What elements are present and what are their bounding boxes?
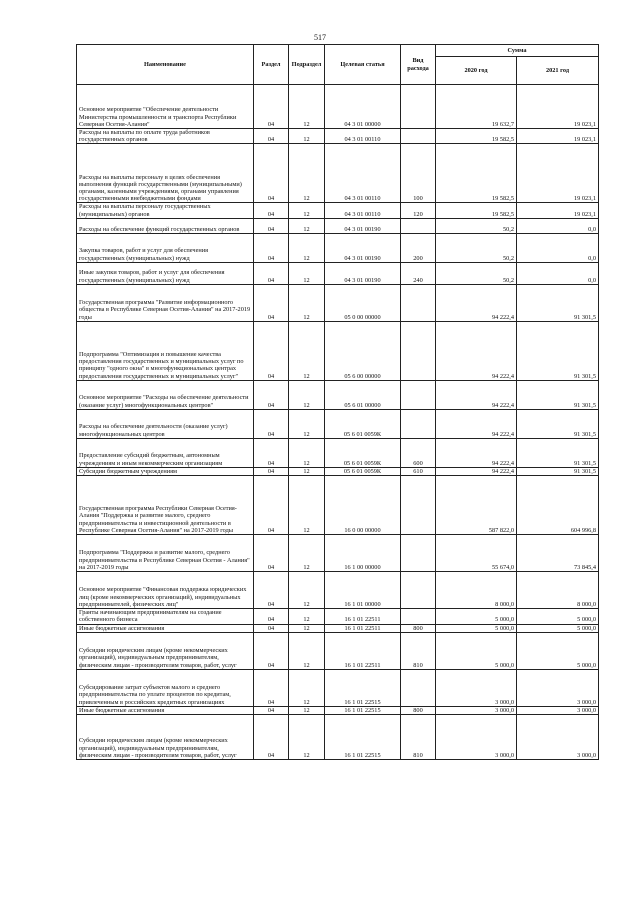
row-subsection: 12 xyxy=(289,85,325,129)
row-expense-type xyxy=(401,409,436,438)
row-subsection: 12 xyxy=(289,669,325,706)
row-sum-2021: 0,0 xyxy=(517,262,599,284)
row-sum-2020: 587 822,0 xyxy=(436,476,517,535)
row-section: 04 xyxy=(254,476,289,535)
row-section: 04 xyxy=(254,632,289,669)
table-row xyxy=(77,85,599,129)
row-section: 04 xyxy=(254,572,289,609)
table-body xyxy=(77,85,599,760)
row-sum-2020: 5 000,0 xyxy=(436,609,517,624)
table-header xyxy=(77,45,599,85)
table-row xyxy=(77,203,599,218)
row-name: Расходы на обеспечение функций государственных органов xyxy=(77,218,254,233)
row-target-article: 16 1 01 00000 xyxy=(325,572,401,609)
row-name: Гранты начинающим предпринимателям на создание собственного бизнеса xyxy=(77,609,254,624)
row-sum-2020: 94 222,4 xyxy=(436,438,517,467)
row-target-article: 04 3 01 00110 xyxy=(325,203,401,218)
row-section: 04 xyxy=(254,706,289,714)
row-name: Расходы на выплаты по оплате труда работников государственных органов xyxy=(77,129,254,144)
row-target-article: 04 3 01 00110 xyxy=(325,144,401,203)
row-target-article: 05 6 01 0059К xyxy=(325,438,401,467)
row-sum-2021: 91 301,5 xyxy=(517,467,599,475)
row-sum-2021: 0,0 xyxy=(517,233,599,262)
row-section: 04 xyxy=(254,380,289,409)
row-sum-2020: 3 000,0 xyxy=(436,715,517,760)
table-row xyxy=(77,609,599,624)
row-name: Основное мероприятие "Обеспечение деятельности Министерства промышленности и транспорта Республики Северная Осетия-Алания" xyxy=(77,85,254,129)
row-target-article: 04 3 01 00190 xyxy=(325,233,401,262)
row-section: 04 xyxy=(254,609,289,624)
row-subsection: 12 xyxy=(289,706,325,714)
row-name: Иные бюджетные ассигнования xyxy=(77,624,254,632)
row-sum-2021: 5 000,0 xyxy=(517,632,599,669)
row-name: Государственная программа "Развитие информационного общества в Республике Северная Осетия-Алания" на 2017-2019 годы xyxy=(77,284,254,321)
row-target-article: 05 0 00 00000 xyxy=(325,284,401,321)
row-sum-2020: 50,2 xyxy=(436,233,517,262)
row-sum-2020: 94 222,4 xyxy=(436,321,517,380)
header-expense-type: Вид расхода xyxy=(401,45,436,85)
row-sum-2021: 19 023,1 xyxy=(517,203,599,218)
row-name: Государственная программа Республики Северная Осетия-Алания "Поддержка и развитие малого, среднего предпринимательства и инвестиционной деятельности в Республике Северная Осетия-Алания" на 2017-2019 годы xyxy=(77,476,254,535)
row-sum-2021: 91 301,5 xyxy=(517,409,599,438)
budget-table xyxy=(76,44,599,760)
row-sum-2021: 604 996,8 xyxy=(517,476,599,535)
row-expense-type xyxy=(401,572,436,609)
row-target-article: 16 1 01 22511 xyxy=(325,624,401,632)
row-sum-2021: 19 023,1 xyxy=(517,85,599,129)
row-expense-type xyxy=(401,321,436,380)
row-name: Подпрограмма "Поддержка и развитие малого, среднего предпринимательства в Республике Северная Осетия - Алания" на 2017-2019 годы xyxy=(77,535,254,572)
row-sum-2021: 91 301,5 xyxy=(517,284,599,321)
row-sum-2020: 94 222,4 xyxy=(436,409,517,438)
row-sum-2021: 73 845,4 xyxy=(517,535,599,572)
table-row xyxy=(77,409,599,438)
row-expense-type xyxy=(401,129,436,144)
row-name: Основное мероприятие "Финансовая поддержка юридических лиц (кроме некоммерческих организаций), индивидуальных предпринимателей, физических лиц" xyxy=(77,572,254,609)
header-subsection: Подраздел xyxy=(289,45,325,85)
row-name: Расходы на обеспечение деятельности (оказание услуг) многофункциональных центров xyxy=(77,409,254,438)
row-target-article: 05 6 01 0059К xyxy=(325,467,401,475)
table-row xyxy=(77,715,599,760)
row-section: 04 xyxy=(254,233,289,262)
row-subsection: 12 xyxy=(289,144,325,203)
row-sum-2021: 91 301,5 xyxy=(517,321,599,380)
row-sum-2020: 94 222,4 xyxy=(436,284,517,321)
row-sum-2020: 8 000,0 xyxy=(436,572,517,609)
row-subsection: 12 xyxy=(289,624,325,632)
table-row xyxy=(77,669,599,706)
table-row xyxy=(77,624,599,632)
table-row xyxy=(77,218,599,233)
table-row xyxy=(77,284,599,321)
row-sum-2021: 5 000,0 xyxy=(517,609,599,624)
row-sum-2021: 91 301,5 xyxy=(517,438,599,467)
row-subsection: 12 xyxy=(289,467,325,475)
row-sum-2021: 5 000,0 xyxy=(517,624,599,632)
row-section: 04 xyxy=(254,144,289,203)
row-subsection: 12 xyxy=(289,438,325,467)
row-subsection: 12 xyxy=(289,218,325,233)
row-sum-2020: 3 000,0 xyxy=(436,706,517,714)
row-sum-2020: 94 222,4 xyxy=(436,380,517,409)
row-section: 04 xyxy=(254,284,289,321)
row-name: Закупка товаров, работ и услуг для обеспечения государственных (муниципальных) нужд xyxy=(77,233,254,262)
row-sum-2021: 8 000,0 xyxy=(517,572,599,609)
row-sum-2020: 5 000,0 xyxy=(436,624,517,632)
row-section: 04 xyxy=(254,715,289,760)
row-expense-type: 240 xyxy=(401,262,436,284)
row-target-article: 16 1 01 22511 xyxy=(325,632,401,669)
row-name: Иные закупки товаров, работ и услуг для обеспечения государственных (муниципальных) нужд xyxy=(77,262,254,284)
row-sum-2021: 3 000,0 xyxy=(517,706,599,714)
row-subsection: 12 xyxy=(289,632,325,669)
row-sum-2021: 19 023,1 xyxy=(517,144,599,203)
row-target-article: 05 6 01 0059К xyxy=(325,409,401,438)
row-name: Подпрограмма "Оптимизация и повышение качества предоставления государственных и муниципальных услуг по принципу "одного окна" в многофункциональных центрах предоставления государственных и муниципальных услуг" xyxy=(77,321,254,380)
table-row xyxy=(77,233,599,262)
row-sum-2020: 19 582,5 xyxy=(436,144,517,203)
table-row xyxy=(77,321,599,380)
row-sum-2021: 91 301,5 xyxy=(517,380,599,409)
row-target-article: 05 6 01 00000 xyxy=(325,380,401,409)
page-number: 517 xyxy=(314,33,326,42)
row-expense-type xyxy=(401,284,436,321)
row-target-article: 16 1 00 00000 xyxy=(325,535,401,572)
table-row xyxy=(77,706,599,714)
row-expense-type: 810 xyxy=(401,715,436,760)
row-name: Расходы на выплаты персоналу в целях обеспечения выполнения функций государственными (муниципальными) органами, казенными учреждениями, органами управления государственными внебюджетными фондами xyxy=(77,144,254,203)
row-subsection: 12 xyxy=(289,572,325,609)
row-sum-2021: 19 023,1 xyxy=(517,129,599,144)
row-target-article: 16 1 01 22515 xyxy=(325,669,401,706)
row-expense-type: 610 xyxy=(401,467,436,475)
row-expense-type: 200 xyxy=(401,233,436,262)
table-row xyxy=(77,129,599,144)
row-sum-2021: 0,0 xyxy=(517,218,599,233)
row-subsection: 12 xyxy=(289,129,325,144)
row-name: Основное мероприятие "Расходы на обеспечение деятельности (оказание услуг) многофункциональных центров" xyxy=(77,380,254,409)
header-sum: Сумма xyxy=(436,45,599,57)
header-name: Наименование xyxy=(77,45,254,85)
row-subsection: 12 xyxy=(289,535,325,572)
row-expense-type: 800 xyxy=(401,706,436,714)
row-expense-type xyxy=(401,669,436,706)
row-target-article: 04 3 01 00190 xyxy=(325,218,401,233)
row-name: Расходы на выплаты персоналу государственных (муниципальных) органов xyxy=(77,203,254,218)
row-sum-2020: 5 000,0 xyxy=(436,632,517,669)
row-subsection: 12 xyxy=(289,380,325,409)
row-subsection: 12 xyxy=(289,609,325,624)
row-sum-2021: 3 000,0 xyxy=(517,715,599,760)
row-section: 04 xyxy=(254,262,289,284)
row-section: 04 xyxy=(254,438,289,467)
row-expense-type: 800 xyxy=(401,624,436,632)
table-row xyxy=(77,262,599,284)
row-target-article: 05 6 00 00000 xyxy=(325,321,401,380)
table-row xyxy=(77,572,599,609)
row-subsection: 12 xyxy=(289,262,325,284)
row-sum-2021: 3 000,0 xyxy=(517,669,599,706)
row-expense-type: 600 xyxy=(401,438,436,467)
row-sum-2020: 94 222,4 xyxy=(436,467,517,475)
row-expense-type xyxy=(401,535,436,572)
row-sum-2020: 19 632,7 xyxy=(436,85,517,129)
row-sum-2020: 3 000,0 xyxy=(436,669,517,706)
row-subsection: 12 xyxy=(289,203,325,218)
row-sum-2020: 50,2 xyxy=(436,218,517,233)
row-subsection: 12 xyxy=(289,715,325,760)
row-section: 04 xyxy=(254,467,289,475)
row-section: 04 xyxy=(254,624,289,632)
row-expense-type xyxy=(401,218,436,233)
row-section: 04 xyxy=(254,409,289,438)
table-row xyxy=(77,632,599,669)
row-expense-type xyxy=(401,609,436,624)
row-expense-type xyxy=(401,85,436,129)
row-name: Иные бюджетные ассигнования xyxy=(77,706,254,714)
row-name: Субсидии юридическим лицам (кроме некоммерческих организаций), индивидуальным предпринимателям, физическим лицам - производителям товаров, работ, услуг xyxy=(77,715,254,760)
table-row xyxy=(77,476,599,535)
row-section: 04 xyxy=(254,535,289,572)
row-sum-2020: 50,2 xyxy=(436,262,517,284)
table-row xyxy=(77,380,599,409)
row-section: 04 xyxy=(254,85,289,129)
row-subsection: 12 xyxy=(289,233,325,262)
row-sum-2020: 55 674,0 xyxy=(436,535,517,572)
row-expense-type: 810 xyxy=(401,632,436,669)
table-row xyxy=(77,438,599,467)
row-sum-2020: 19 582,5 xyxy=(436,129,517,144)
row-target-article: 04 3 01 00000 xyxy=(325,85,401,129)
row-section: 04 xyxy=(254,203,289,218)
table-row xyxy=(77,467,599,475)
header-year-2020: 2020 год xyxy=(436,57,517,85)
header-target-article: Целевая статья xyxy=(325,45,401,85)
header-year-2021: 2021 год xyxy=(517,57,599,85)
row-section: 04 xyxy=(254,218,289,233)
row-name: Субсидии юридическим лицам (кроме некоммерческих организаций), индивидуальным предпринимателям, физическим лицам - производителям товаров, работ, услуг xyxy=(77,632,254,669)
row-sum-2020: 19 582,5 xyxy=(436,203,517,218)
row-target-article: 16 1 01 22511 xyxy=(325,609,401,624)
row-section: 04 xyxy=(254,321,289,380)
table-row xyxy=(77,144,599,203)
row-expense-type: 100 xyxy=(401,144,436,203)
row-section: 04 xyxy=(254,669,289,706)
row-expense-type: 120 xyxy=(401,203,436,218)
row-target-article: 04 3 01 00110 xyxy=(325,129,401,144)
row-subsection: 12 xyxy=(289,409,325,438)
row-section: 04 xyxy=(254,129,289,144)
row-subsection: 12 xyxy=(289,321,325,380)
row-subsection: 12 xyxy=(289,284,325,321)
row-expense-type xyxy=(401,380,436,409)
row-name: Предоставление субсидий бюджетным, автономным учреждениям и иным некоммерческим организациям xyxy=(77,438,254,467)
row-target-article: 04 3 01 00190 xyxy=(325,262,401,284)
row-target-article: 16 0 00 00000 xyxy=(325,476,401,535)
row-subsection: 12 xyxy=(289,476,325,535)
row-target-article: 16 1 01 22515 xyxy=(325,715,401,760)
table-row xyxy=(77,535,599,572)
row-name: Субсидирование затрат субъектов малого и среднего предпринимательства по уплате процентов по кредитам, привлеченным в российских кредитных организациях xyxy=(77,669,254,706)
header-section: Раздел xyxy=(254,45,289,85)
row-target-article: 16 1 01 22515 xyxy=(325,706,401,714)
row-name: Субсидии бюджетным учреждениям xyxy=(77,467,254,475)
row-expense-type xyxy=(401,476,436,535)
